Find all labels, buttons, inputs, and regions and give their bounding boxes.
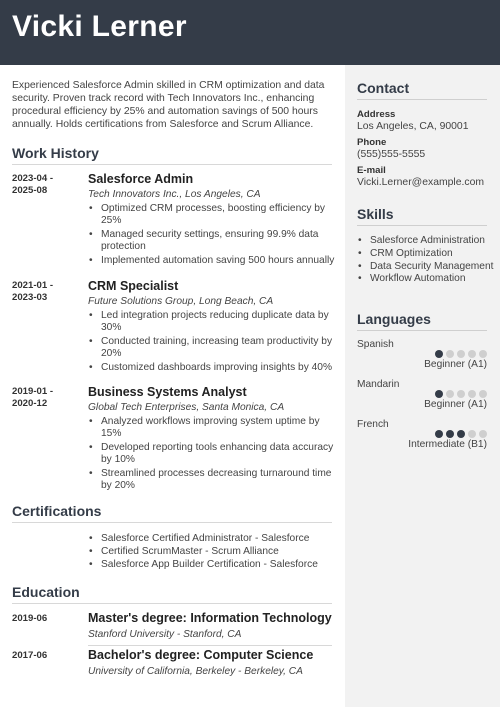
contact-heading: Contact bbox=[357, 80, 410, 96]
certification-item: • Salesforce Certified Administrator - Salesforce bbox=[88, 533, 338, 545]
email-value[interactable]: Vicki.Lerner@example.com bbox=[357, 177, 485, 188]
rating-dot-filled bbox=[435, 350, 443, 358]
job-bullet: • Conducted training, increasing team productivity by 20% bbox=[88, 336, 338, 360]
job-bullet: • Led integration projects reducing duplicate data by 30% bbox=[88, 310, 338, 334]
rating-dot-empty bbox=[468, 430, 476, 438]
email-label: E-mail bbox=[357, 165, 386, 176]
certification-item: • Certified ScrumMaster - Scrum Alliance bbox=[88, 546, 338, 558]
education-heading: Education bbox=[12, 584, 80, 600]
languages-heading: Languages bbox=[357, 311, 431, 327]
phone-label: Phone bbox=[357, 137, 387, 148]
language-level: Intermediate (B1) bbox=[408, 439, 487, 450]
job-company: Tech Innovators Inc., Los Angeles, CA bbox=[88, 189, 261, 200]
skill-item: • Data Security Management bbox=[357, 261, 497, 273]
rating-dot-filled bbox=[435, 430, 443, 438]
skills-divider bbox=[357, 225, 487, 226]
education-divider bbox=[12, 603, 332, 604]
education-date: 2019-06 bbox=[12, 613, 48, 624]
phone-value: (555)555-5555 bbox=[357, 149, 426, 160]
work-history-heading: Work History bbox=[12, 145, 99, 161]
job-bullet: • Optimized CRM processes, boosting efficiency by 25% bbox=[88, 203, 338, 227]
main-column bbox=[0, 65, 345, 707]
job-title: Business Systems Analyst bbox=[88, 385, 247, 399]
job-title: CRM Specialist bbox=[88, 279, 179, 293]
certifications-list bbox=[88, 531, 338, 572]
education-degree: Master's degree: Information Technology bbox=[88, 611, 332, 625]
education-date: 2017-06 bbox=[12, 650, 48, 661]
job-dates: 2019-01 - 2020-12 bbox=[12, 386, 54, 409]
rating-dot-filled bbox=[435, 390, 443, 398]
language-level: Beginner (A1) bbox=[424, 359, 487, 370]
job-bullet: • Streamlined processes decreasing turnaround time by 20% bbox=[88, 468, 338, 492]
certification-item: • Salesforce App Builder Certification - Salesforce bbox=[88, 559, 338, 571]
certifications-heading: Certifications bbox=[12, 503, 102, 519]
job-dates: 2023-04 - 2025-08 bbox=[12, 173, 54, 196]
language-rating bbox=[435, 430, 487, 438]
skill-item: • Workflow Automation bbox=[357, 273, 497, 285]
rating-dot-filled bbox=[446, 430, 454, 438]
education-school: University of California, Berkeley - Berkeley, CA bbox=[88, 666, 303, 677]
job-dates: 2021-01 - 2023-03 bbox=[12, 280, 54, 303]
education-school: Stanford University - Stanford, CA bbox=[88, 629, 242, 640]
skills-list bbox=[357, 233, 497, 286]
rating-dot-empty bbox=[457, 350, 465, 358]
rating-dot-empty bbox=[446, 390, 454, 398]
rating-dot-empty bbox=[457, 390, 465, 398]
rating-dot-filled bbox=[457, 430, 465, 438]
rating-dot-empty bbox=[446, 350, 454, 358]
rating-dot-empty bbox=[468, 390, 476, 398]
language-name: Mandarin bbox=[357, 379, 400, 390]
rating-dot-empty bbox=[479, 390, 487, 398]
language-rating bbox=[435, 390, 487, 398]
resume-header bbox=[0, 0, 500, 65]
job-company: Global Tech Enterprises, Santa Monica, CA bbox=[88, 402, 285, 413]
job-bullet: • Developed reporting tools enhancing data accuracy by 10% bbox=[88, 442, 338, 466]
address-label: Address bbox=[357, 109, 396, 120]
job-bullet: • Implemented automation saving 500 hours annually bbox=[88, 255, 338, 267]
candidate-name: Vicki Lerner bbox=[12, 10, 187, 43]
languages-divider bbox=[357, 330, 487, 331]
rating-dot-empty bbox=[468, 350, 476, 358]
skill-item: • Salesforce Administration bbox=[357, 235, 497, 247]
language-name: Spanish bbox=[357, 339, 394, 350]
language-level: Beginner (A1) bbox=[424, 399, 487, 410]
work-history-divider bbox=[12, 164, 332, 165]
job-bullet: • Analyzed workflows improving system uptime by 15% bbox=[88, 416, 338, 440]
skill-item: • CRM Optimization bbox=[357, 248, 497, 260]
contact-divider bbox=[357, 99, 487, 100]
sidebar bbox=[345, 65, 500, 707]
language-name: French bbox=[357, 419, 389, 430]
skills-heading: Skills bbox=[357, 206, 394, 222]
certifications-divider bbox=[12, 522, 332, 523]
education-degree: Bachelor's degree: Computer Science bbox=[88, 648, 314, 662]
language-rating bbox=[435, 350, 487, 358]
professional-summary: Experienced Salesforce Admin skilled in CRM optimization and data security. Proven track record with Tech Innovators Inc., enhancing procedural efficiency by 25% and automation savings of 500 hours annually. Holds certifications from Salesforce and Scrum Alliance. bbox=[12, 80, 325, 130]
address-value: Los Angeles, CA, 90001 bbox=[357, 121, 469, 132]
job-bullet: • Managed security settings, ensuring 99.9% data protection bbox=[88, 229, 338, 253]
education-divider bbox=[88, 645, 332, 646]
rating-dot-empty bbox=[479, 350, 487, 358]
rating-dot-empty bbox=[479, 430, 487, 438]
job-company: Future Solutions Group, Long Beach, CA bbox=[88, 296, 274, 307]
job-title: Salesforce Admin bbox=[88, 172, 194, 186]
job-bullet: • Customized dashboards improving insights by 40% bbox=[88, 362, 338, 374]
